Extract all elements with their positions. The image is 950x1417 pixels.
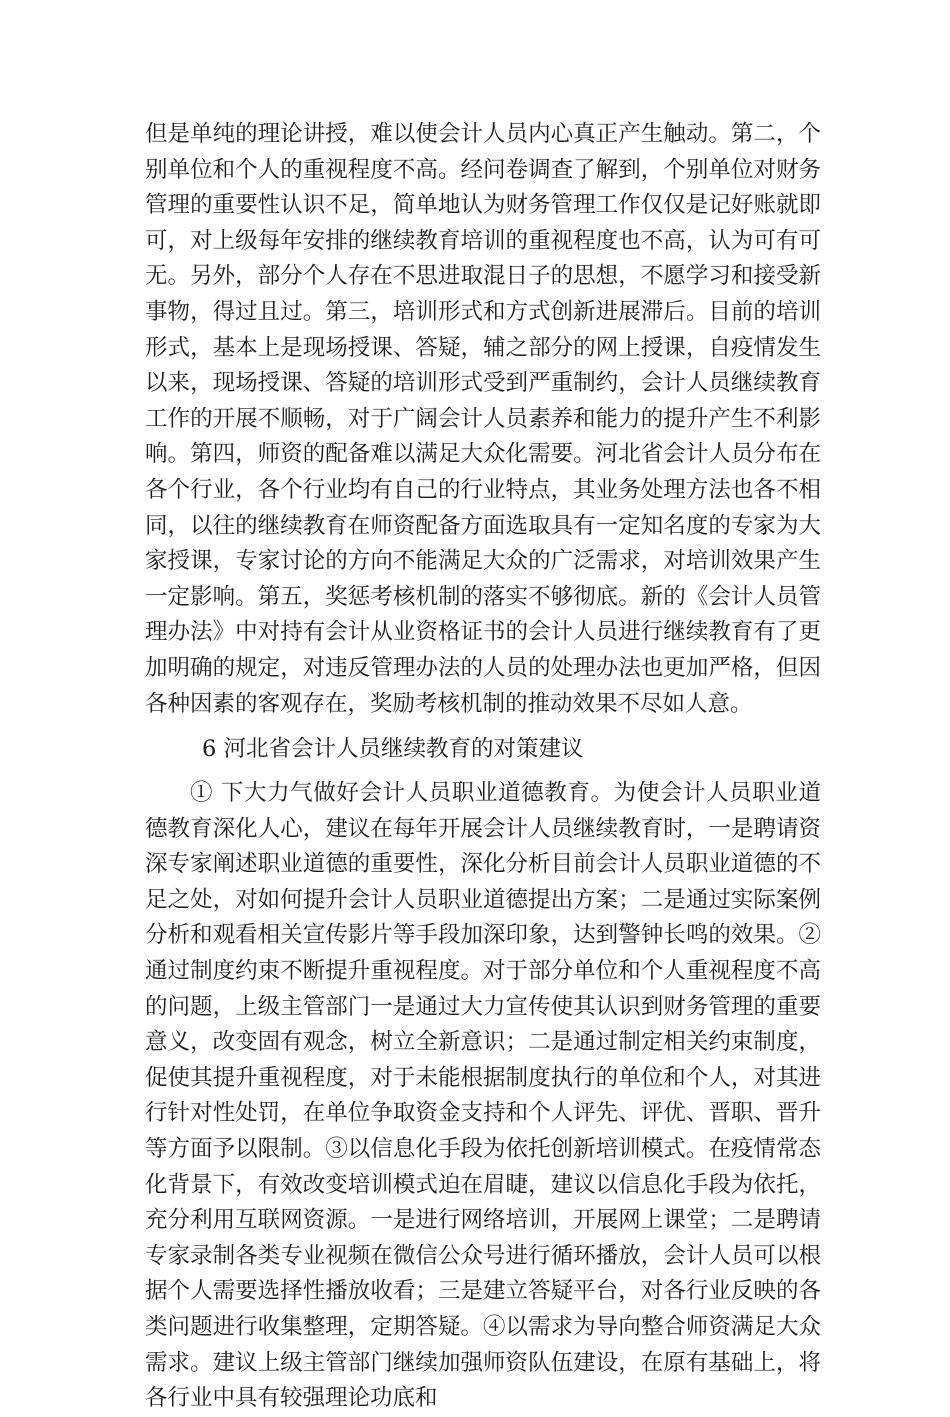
body-paragraph-continued: 但是单纯的理论讲授，难以使会计人员内心真正产生触动。第二，个别单位和个人的重视程度不高。经问卷调查了解到，个别单位对财务管理的重要性认识不足，简单地认为财务管理工作仅仅是记好账就即可，对上级每年安排的继续教育培训的重视程度也不高，认为可有可无。另外，部分个人存在不思进取混日子的思想，不愿学习和接受新事物，得过且过。第三，培训形式和方式创新进展滞后。目前的培训形式，基本上是现场授课、答疑，辅之部分的网上授课，自疫情发生以来，现场授课、答疑的培训形式受到严重制约，会计人员继续教育工作的开展不顺畅，对于广阔会计人员素养和能力的提升产生不利影响。第四，师资的配备难以满足大众化需要。河北省会计人员分布在各个行业，各个行业均有自己的行业特点，其业务处理方法也各不相同，以往的继续教育在师资配备方面选取具有一定知名度的专家为大家授课，专家讨论的方向不能满足大众的广泛需求，对培训效果产生一定影响。第五，奖惩考核机制的落实不够彻底。新的《会计人员管理办法》中对持有会计从业资格证书的会计人员进行继续教育有了更加明确的规定，对违反管理办法的人员的处理办法也更加严格，但因各种因素的客观存在，奖励考核机制的推动效果不尽如人意。 <box>145 121 821 717</box>
section-heading: 6 河北省会计人员继续教育的对策建议 <box>202 736 584 763</box>
document-page <box>145 117 821 1417</box>
body-paragraph-recommendations: ① 下大力气做好会计人员职业道德教育。为使会计人员职业道德教育深化人心，建议在每年开展会计人员继续教育时，一是聘请资深专家阐述职业道德的重要性，深化分析目前会计人员职业道德的不足之处，对如何提升会计人员职业道德提出方案；二是通过实际案例分析和观看相关宣传影片等手段加深印象，达到警钟长鸣的效果。②通过制度约束不断提升重视程度。对于部分单位和个人重视程度不高的问题，上级主管部门一是通过大力宣传使其认识到财务管理的重要意义，改变固有观念，树立全新意识；二是通过制定相关约束制度，促使其提升重视程度，对于未能根据制度执行的单位和个人，对其进行针对性处罚，在单位争取资金支持和个人评先、评优、晋职、晋升等方面予以限制。③以信息化手段为依托创新培训模式。在疫情常态化背景下，有效改变培训模式迫在眉睫，建议以信息化手段为依托，充分利用互联网资源。一是进行网络培训，开展网上课堂；二是聘请专家录制各类专业视频在微信公众号进行循环播放，会计人员可以根据个人需要选择性播放收看；三是建立答疑平台，对各行业反映的各类问题进行收集整理，定期答疑。④以需求为导向整合师资满足大众需求。建议上级主管部门继续加强师资队伍建设，在原有基础上，将各行业中具有较强理论功底和 <box>145 780 821 1412</box>
